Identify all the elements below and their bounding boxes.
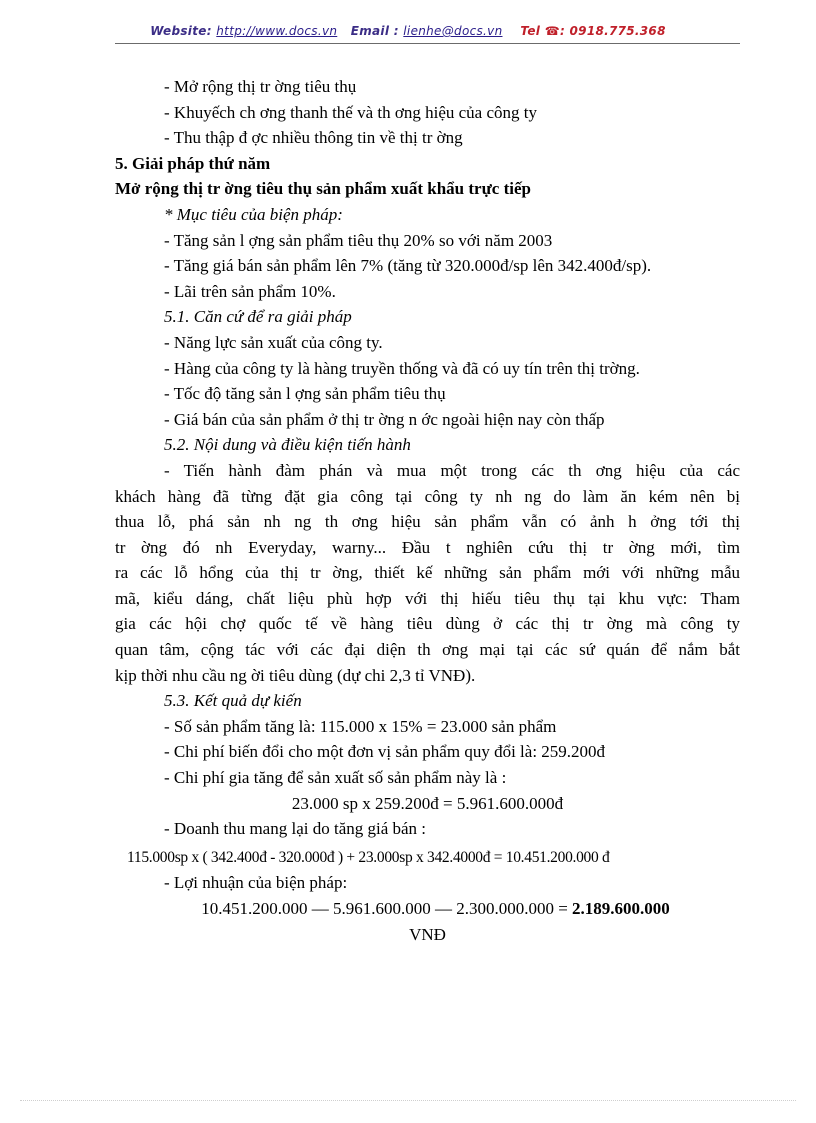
paragraph-line: - Tiến hành đàm phán và mua một trong các th ơng hiệu của các bbox=[164, 460, 740, 480]
basis-line: - Tốc độ tăng sản l ợng sản phẩm tiêu thụ bbox=[164, 384, 446, 404]
basis-line: - Hàng của công ty là hàng truyền thống và đã có uy tín trên thị trờng. bbox=[164, 358, 640, 378]
page-header bbox=[0, 24, 816, 38]
email-link[interactable]: lienhe@docs.vn bbox=[403, 24, 503, 38]
email-label: Email : bbox=[350, 24, 399, 38]
goal-line: - Tăng sản l ợng sản phẩm tiêu thụ 20% so với năm 2003 bbox=[164, 230, 553, 250]
section-heading: 5. Giải pháp thứ năm bbox=[115, 153, 271, 173]
paragraph-line: ra các lỗ hổng của thị tr ờng, thiết kế những sản phẩm mới với những mẫu bbox=[115, 563, 740, 583]
profit-formula bbox=[131, 896, 740, 922]
goal-line: - Tăng giá bán sản phẩm lên 7% (tăng từ 320.000đ/sp lên 342.400đ/sp). bbox=[164, 256, 652, 276]
paragraph-line: kịp thời nhu cầu ng ời tiêu dùng (dự chi 2,3 tỉ VNĐ). bbox=[115, 665, 476, 685]
revenue-label: - Doanh thu mang lại do tăng giá bán : bbox=[164, 819, 427, 839]
profit-expression: 10.451.200.000 — 5.961.600.000 — 2.300.000.000 = bbox=[201, 899, 568, 918]
page-bottom-divider bbox=[20, 1100, 796, 1101]
paragraph-line: tr ờng đó nh Everyday, warny... Đầu t nghiên cứu thị tr ờng mới, tìm bbox=[115, 537, 740, 557]
result-line: - Chi phí biến đổi cho một đơn vị sản phẩm quy đổi là: 259.200đ bbox=[164, 742, 606, 762]
website-label: Website: bbox=[150, 24, 212, 38]
telephone-icon: ☎ bbox=[544, 24, 560, 38]
profit-unit: VNĐ bbox=[409, 924, 446, 944]
profit-label: - Lợi nhuận của biện pháp: bbox=[164, 873, 348, 893]
content-heading: 5.2. Nội dung và điều kiện tiến hành bbox=[164, 435, 411, 455]
result-line: - Chi phí gia tăng để sản xuất số sản phẩm này là : bbox=[164, 768, 507, 788]
revenue-formula: 115.000sp x ( 342.400đ - 320.000đ ) + 23.000sp x 342.4000đ = 10.451.200.000 đ bbox=[127, 848, 610, 866]
bullet-line: - Thu thập đ ợc nhiều thông tin về thị tr ờng bbox=[164, 128, 463, 148]
basis-heading: 5.1. Căn cứ để ra giải pháp bbox=[164, 307, 352, 327]
goal-heading: * Mục tiêu của biện pháp: bbox=[164, 204, 343, 224]
result-heading: 5.3. Kết quả dự kiến bbox=[164, 691, 302, 711]
paragraph-line: khách hàng đã từng đặt gia công tại công ty nh ng do làm ăn kém nên bị bbox=[115, 486, 740, 506]
result-line: - Số sản phẩm tăng là: 115.000 x 15% = 23.000 sản phẩm bbox=[164, 716, 557, 736]
document-body bbox=[115, 74, 740, 947]
section-title: Mở rộng thị tr ờng tiêu thụ sản phẩm xuất khẩu trực tiếp bbox=[115, 179, 531, 199]
cost-formula: 23.000 sp x 259.200đ = 5.961.600.000đ bbox=[291, 793, 564, 813]
paragraph-line: mã, kiểu dáng, chất liệu phù hợp với thị hiếu tiêu thụ tại khu vực: Tham bbox=[115, 588, 740, 608]
paragraph-line: quan tâm, cộng tác với các đại diện th ơng mại tại các sứ quán để nắm bắt bbox=[115, 640, 740, 660]
bullet-line: - Mở rộng thị tr ờng tiêu thụ bbox=[164, 77, 357, 96]
paragraph-line: thua lỗ, phá sản nh ng th ơng hiệu sản phẩm vẫn có ảnh h ởng tới thị bbox=[115, 512, 740, 532]
paragraph-line: gia các hội chợ quốc tế về hàng tiêu dùng ở các thị tr ờng mà công ty bbox=[115, 614, 740, 634]
basis-line: - Năng lực sản xuất của công ty. bbox=[164, 332, 383, 352]
website-link[interactable]: http://www.docs.vn bbox=[216, 24, 338, 38]
tel-value: : 0918.775.368 bbox=[559, 24, 666, 38]
tel-label: Tel bbox=[520, 24, 541, 38]
profit-value: 2.189.600.000 bbox=[572, 899, 670, 918]
goal-line: - Lãi trên sản phẩm 10%. bbox=[164, 281, 336, 301]
header-divider bbox=[115, 43, 740, 44]
basis-line: - Giá bán của sản phẩm ở thị tr ờng n ớc ngoài hiện nay còn thấp bbox=[164, 409, 605, 429]
bullet-line: - Khuyếch ch ơng thanh thế và th ơng hiệu của công ty bbox=[164, 102, 537, 122]
